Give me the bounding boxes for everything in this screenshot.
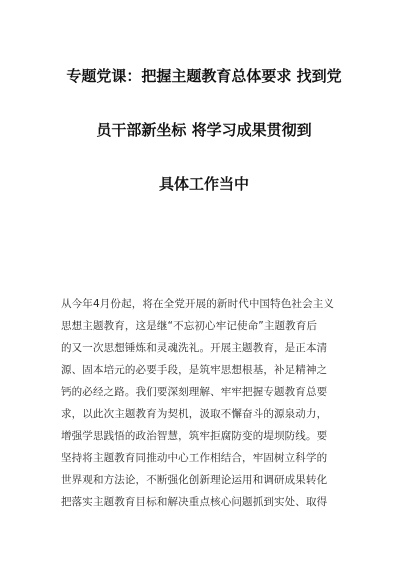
body-line-2: 思想主题教育，这是继“不忘初心牢记使命”主题教育后 — [61, 320, 318, 332]
body-line-9: 世界观和方法论，不断强化创新理论运用和调研成果转化 — [61, 474, 328, 486]
title-line-1: 专题党课：把握主题教育总体要求 找到党 — [66, 67, 342, 85]
title-line-3: 具体工作当中 — [158, 175, 249, 193]
title-line-2: 员干部新坐标 将学习成果贯彻到 — [96, 121, 312, 139]
body-line-5: 钙的必经之路。我们要深刻理解、牢牢把握专题教育总要 — [61, 386, 328, 398]
body-line-1: 从今年4月份起，将在全党开展的新时代中国特色社会主义 — [61, 298, 335, 310]
body-paragraph — [61, 293, 351, 513]
body-line-6: 求，以此次主题教育为契机，汲取不懈奋斗的源泉动力， — [61, 408, 328, 420]
body-line-3: 的又一次思想锤炼和灵魂洗礼。开展主题教育，是正本清 — [61, 342, 328, 354]
body-line-8: 坚持将主题教育同推动中心工作相结合，牢固树立科学的 — [61, 452, 328, 464]
body-line-7: 增强学思践悟的政治智慧，筑牢拒腐防变的堤坝防线。要 — [61, 430, 328, 442]
body-line-4: 源、固本培元的必要手段，是筑牢思想根基，补足精神之 — [61, 364, 328, 376]
body-line-10: 把落实主题教育目标和解决重点核心问题抓到实处、取得 — [61, 496, 328, 508]
